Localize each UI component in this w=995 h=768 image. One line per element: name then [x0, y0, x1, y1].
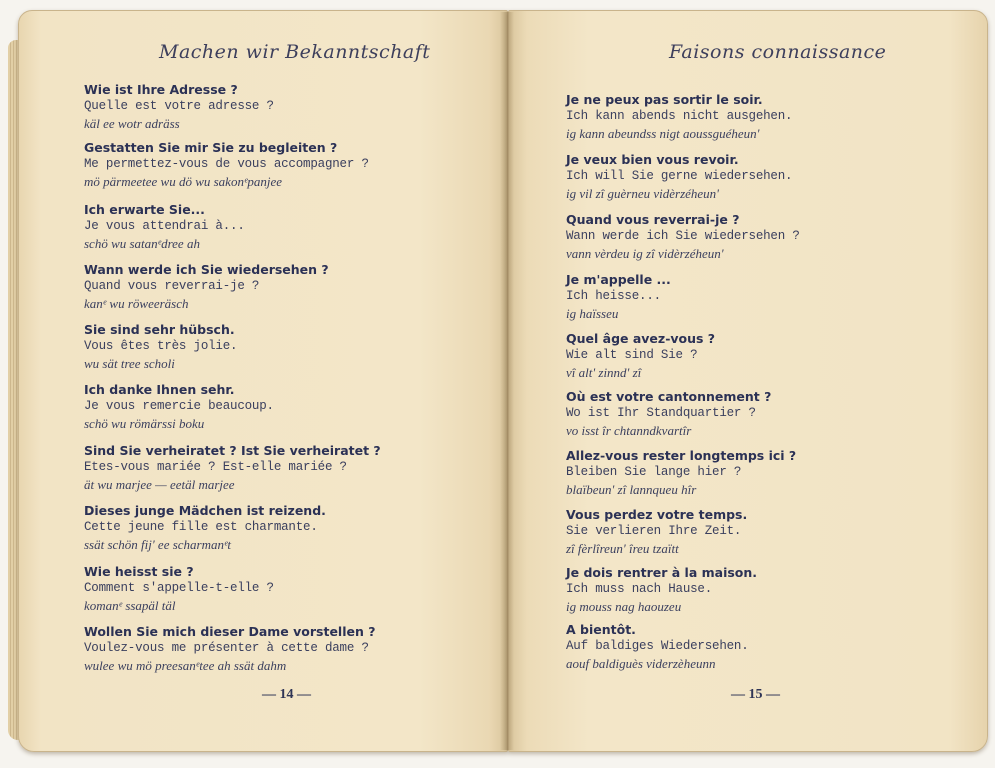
phrase-pronunciation: käl ee wotr adräss	[84, 116, 180, 131]
phrase-question: Wann werde ich Sie wiedersehen ?	[84, 262, 329, 277]
phrase-pronunciation: komanᵉ ssapäl täl	[84, 598, 176, 613]
phrase-entry	[84, 623, 375, 674]
phrase-question: Allez-vous rester longtemps ici ?	[566, 448, 797, 463]
phrase-translation: Ich will Sie gerne wiedersehen.	[566, 169, 793, 183]
phrase-question: Je dois rentrer à la maison.	[566, 565, 758, 580]
phrase-question: Quel âge avez-vous ?	[566, 331, 716, 346]
phrase-entry	[566, 91, 792, 142]
phrase-question: Vous perdez votre temps.	[566, 507, 748, 522]
phrase-pronunciation: schö wu satanᵉdree ah	[84, 236, 200, 251]
phrase-translation: Je vous remercie beaucoup.	[84, 399, 274, 413]
phrase-translation: Sie verlieren Ihre Zeit.	[566, 524, 742, 538]
phrase-question: Je m'appelle ...	[566, 272, 671, 287]
phrase-entry	[566, 211, 800, 262]
phrase-translation: Quelle est votre adresse ?	[84, 99, 274, 113]
phrase-translation: Cette jeune fille est charmante.	[84, 520, 318, 534]
phrase-entry	[84, 201, 245, 252]
phrase-pronunciation: vann vèrdeu ig zî vidèrzéheun'	[566, 246, 724, 261]
phrase-pronunciation: mö pärmeetee wu dö wu sakonᵉpanjee	[84, 174, 283, 189]
phrase-entry	[84, 261, 329, 312]
phrase-translation: Me permettez-vous de vous accompagner ?	[84, 157, 369, 171]
phrase-pronunciation: ät wu marjee — eetäl marjee	[84, 477, 235, 492]
phrase-question: Où est votre cantonnement ?	[566, 389, 772, 404]
phrase-entry	[566, 388, 771, 439]
phrase-translation: Ich heisse...	[566, 289, 661, 303]
phrase-translation: Wo ist Ihr Standquartier ?	[566, 406, 756, 420]
phrase-question: Gestatten Sie mir Sie zu begleiten ?	[84, 140, 338, 155]
phrase-question: Wie heisst sie ?	[84, 564, 194, 579]
phrase-entry	[84, 321, 237, 372]
phrase-question: Wollen Sie mich dieser Dame vorstellen ?	[84, 624, 376, 639]
phrase-translation: Ich kann abends nicht ausgehen.	[566, 109, 793, 123]
phrase-question: Je veux bien vous revoir.	[566, 152, 739, 167]
phrase-pronunciation: wulee wu mö preesanᵉtee ah ssät dahm	[84, 658, 287, 673]
phrase-question: Sind Sie verheiratet ? Ist Sie verheiratet ?	[84, 443, 381, 458]
phrase-entry	[566, 564, 757, 615]
phrase-question: Wie ist Ihre Adresse ?	[84, 82, 238, 97]
page-number: — 15 —	[731, 687, 780, 702]
phrase-question: Je ne peux pas sortir le soir.	[566, 92, 763, 107]
left-page	[18, 10, 508, 752]
phrase-translation: Auf baldiges Wiedersehen.	[566, 639, 749, 653]
phrase-question: Ich danke Ihnen sehr.	[84, 382, 235, 397]
phrase-entry	[84, 563, 274, 614]
phrase-entry	[566, 621, 749, 672]
phrase-entry	[566, 447, 796, 498]
phrase-entry	[566, 506, 747, 557]
phrase-translation: Vous êtes très jolie.	[84, 339, 238, 353]
right-page-header: Faisons connaissance	[669, 41, 887, 63]
phrase-pronunciation: kanᵉ wu röweeräsch	[84, 296, 189, 311]
right-page	[508, 10, 988, 752]
phrase-translation: Bleiben Sie lange hier ?	[566, 465, 742, 479]
phrase-question: Ich erwarte Sie...	[84, 202, 205, 217]
phrase-translation: Je vous attendrai à...	[84, 219, 245, 233]
phrase-translation: Etes-vous mariée ? Est-elle mariée ?	[84, 460, 347, 474]
phrase-translation: Wann werde ich Sie wiedersehen ?	[566, 229, 800, 243]
phrase-translation: Quand vous reverrai-je ?	[84, 279, 260, 293]
phrase-entry	[84, 502, 326, 553]
phrase-pronunciation: wu sät tree scholi	[84, 356, 175, 371]
phrase-question: Dieses junge Mädchen ist reizend.	[84, 503, 326, 518]
phrase-pronunciation: aouf baldiguès viderzèheunn	[566, 656, 716, 671]
phrase-pronunciation: vî alt' zinnd' zî	[566, 365, 642, 380]
phrase-entry	[566, 271, 671, 322]
phrase-question: Sie sind sehr hübsch.	[84, 322, 235, 337]
phrase-pronunciation: ig mouss nag haouzeu	[566, 599, 682, 614]
phrase-entry	[84, 442, 381, 493]
phrase-entry	[84, 139, 369, 190]
phrase-translation: Ich muss nach Hause.	[566, 582, 713, 596]
phrase-question: Quand vous reverrai-je ?	[566, 212, 740, 227]
phrase-pronunciation: ig vil zî guèrneu vidèrzéheun'	[566, 186, 719, 201]
phrase-pronunciation: ig haïsseu	[566, 306, 619, 321]
phrase-entry	[84, 381, 274, 432]
phrase-question: A bientôt.	[566, 622, 636, 637]
phrase-pronunciation: vo isst îr chtanndkvartîr	[566, 423, 692, 438]
page-number: — 14 —	[262, 687, 311, 702]
phrase-entry	[566, 151, 792, 202]
phrase-entry	[84, 81, 274, 132]
phrase-pronunciation: schö wu römärssi boku	[84, 416, 205, 431]
phrase-translation: Voulez-vous me présenter à cette dame ?	[84, 641, 369, 655]
book-spine	[500, 12, 514, 750]
phrase-pronunciation: zî fèrlîreun' îreu tzaïtt	[566, 541, 679, 556]
phrase-translation: Wie alt sind Sie ?	[566, 348, 698, 362]
phrase-pronunciation: blaïbeun' zî lannqueu hîr	[566, 482, 697, 497]
phrase-pronunciation: ssät schön fij' ee scharmanᵉt	[84, 537, 232, 552]
phrase-entry	[566, 330, 715, 381]
phrase-pronunciation: ig kann abeundss nigt aoussguéheun'	[566, 126, 760, 141]
phrase-translation: Comment s'appelle-t-elle ?	[84, 581, 274, 595]
left-page-header: Machen wir Bekanntschaft	[159, 41, 431, 63]
